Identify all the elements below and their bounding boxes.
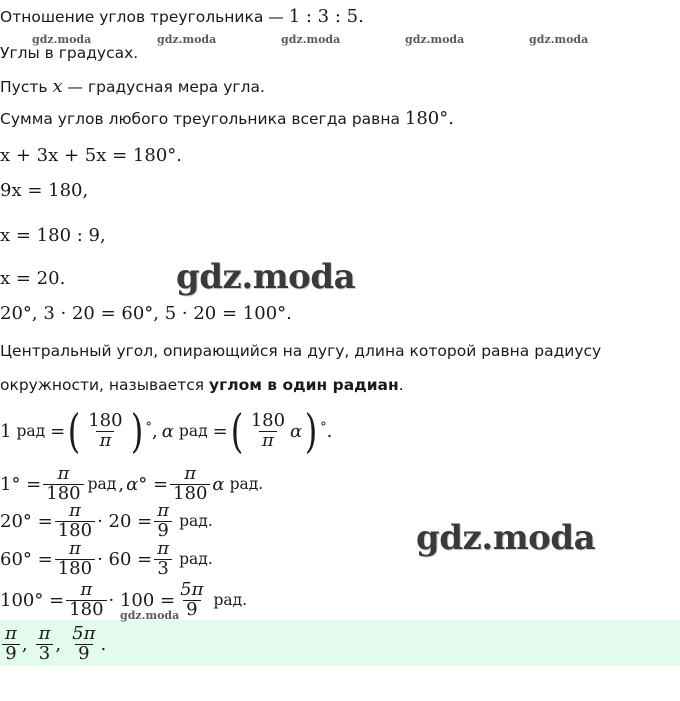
let-line: Пусть x — градусная мера угла. [0, 76, 265, 97]
watermark-small: gdz.moda [281, 33, 341, 46]
degree-to-radian: 1° = $\frac{\pi}{180}$ рад , α ° = $\frac{\pi}{180}$ α рад . [0, 462, 264, 504]
definition-line-2: окружности, называется углом в один радиан. [0, 376, 404, 394]
angles-line: 20°, 3 · 20 = 60°, 5 · 20 = 100°. [0, 303, 292, 324]
ratio-line: Отношение углов треугольника — 1 : 3 : 5. [0, 6, 364, 27]
answer-line: $\frac{\pi}{9}$ , $\frac{\pi}{3}$ , $\frac{5\pi}{9}$ . [0, 622, 106, 666]
equation-3: x = 180 : 9, [0, 225, 106, 246]
radian-conversion: 1 рад = ( $\frac{180}{\pi}$ ) ° , α рад = ( $\frac{180}{\pi}$ α ) ° . [0, 404, 333, 458]
watermark-small: gdz.moda [405, 33, 465, 46]
sum-line: Сумма углов любого треугольника всегда равна 180°. [0, 108, 454, 129]
watermark-large: gdz.moda [176, 257, 356, 297]
watermark-small: gdz.moda [529, 33, 589, 46]
variable-x: x [52, 76, 63, 97]
convert-60: 60° = $\frac{\pi}{180}$ · 60 = $\frac{\pi}{3}$ рад . [0, 537, 213, 579]
watermark-small: gdz.moda [120, 609, 180, 622]
equation-1: x + 3x + 5x = 180°. [0, 145, 183, 166]
convert-100: 100° = $\frac{\pi}{180}$ · 100 = $\frac{5\pi}{9}$ рад . [0, 578, 248, 620]
watermark-large: gdz.moda [416, 518, 596, 558]
watermark-small: gdz.moda [32, 33, 92, 46]
convert-20: 20° = $\frac{\pi}{180}$ · 20 = $\frac{\pi}{9}$ рад . [0, 499, 213, 541]
units-line: Углы в градусах. [0, 44, 139, 62]
ratio-text: Отношение углов треугольника — [0, 8, 289, 26]
equation-4: x = 20. [0, 268, 66, 289]
definition-line-1: Центральный угол, опирающийся на дугу, длина которой равна радиусу [0, 342, 602, 360]
equation-2: 9x = 180, [0, 180, 89, 201]
watermark-small: gdz.moda [157, 33, 217, 46]
radian-term: углом в один радиан [209, 376, 399, 394]
ratio-math: 1 : 3 : 5 [288, 6, 359, 27]
